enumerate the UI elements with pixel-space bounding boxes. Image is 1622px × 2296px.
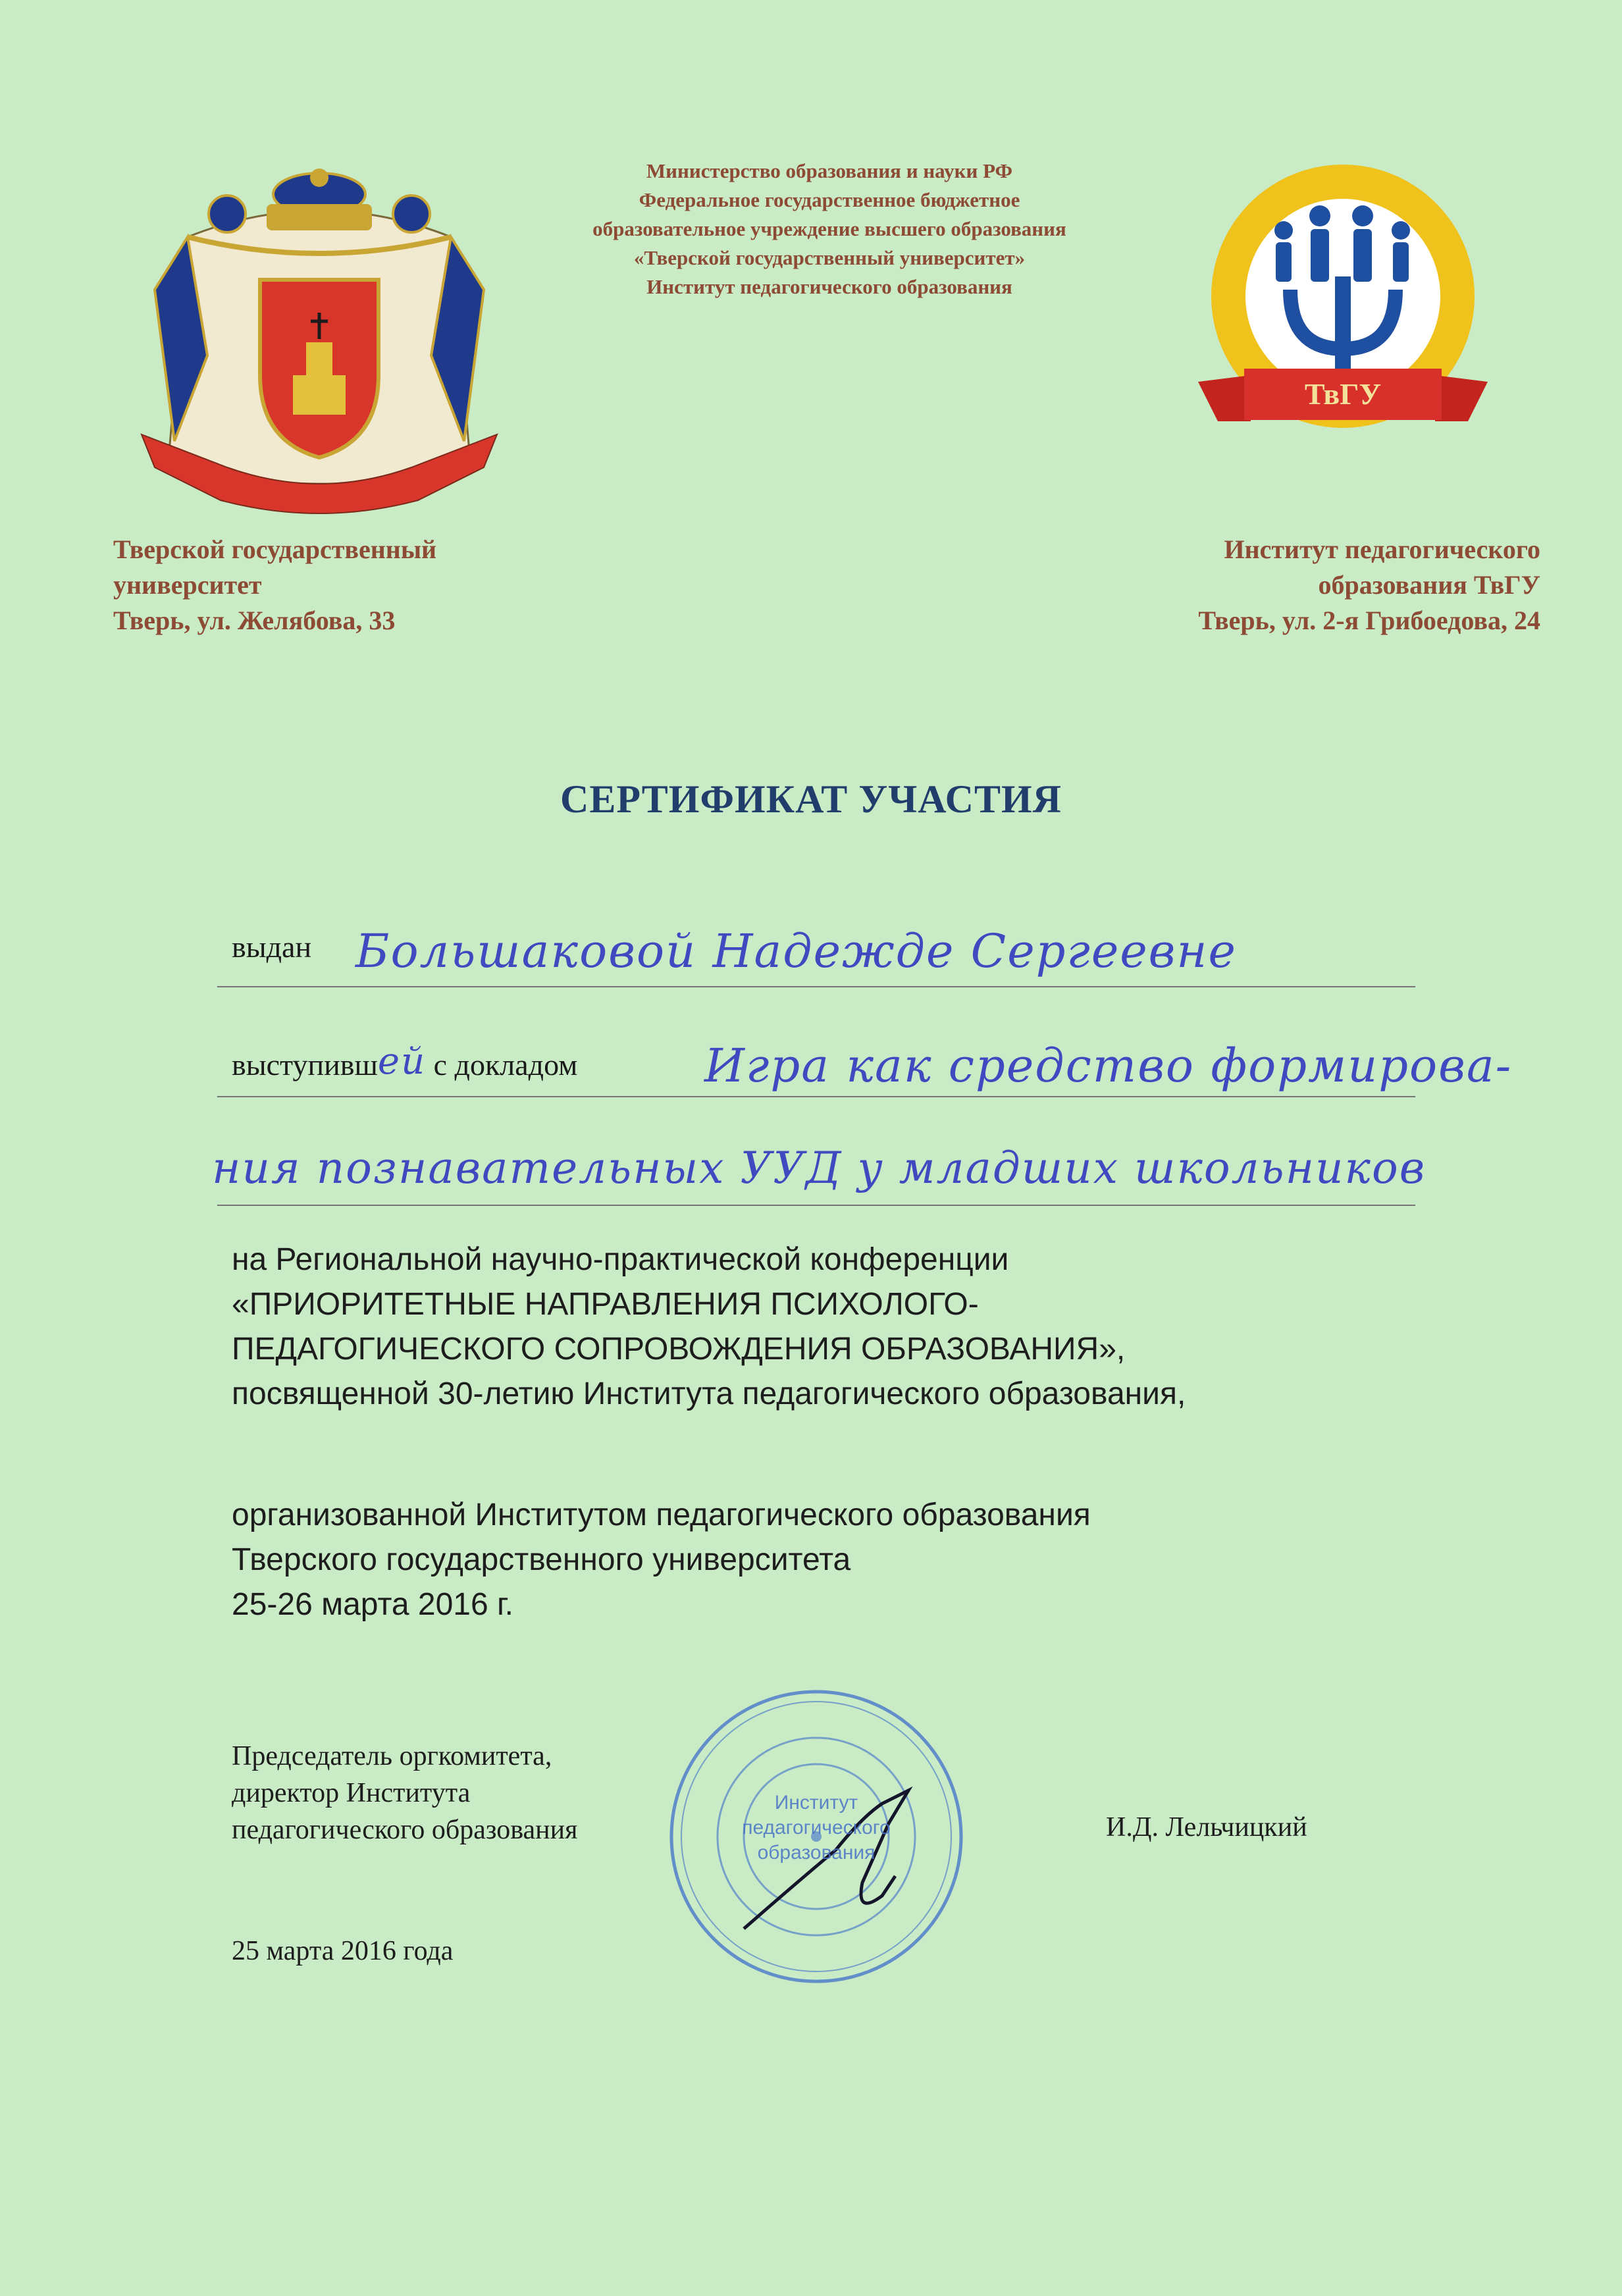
organizer-info — [232, 1493, 1482, 1627]
chair-line: директор Института — [232, 1778, 471, 1808]
conference-line: «ПРИОРИТЕТНЫЕ НАПРАВЛЕНИЯ ПСИХОЛОГО- — [232, 1287, 979, 1322]
conference-line: ПЕДАГОГИЧЕСКОГО СОПРОВОЖДЕНИЯ ОБРАЗОВАНИЯ», — [232, 1332, 1126, 1367]
report-underline-1 — [217, 1096, 1415, 1097]
institution-type-line: Федеральное государственное бюджетное — [639, 188, 1020, 211]
issued-label: выдан — [232, 930, 312, 964]
address-line: университет — [113, 570, 262, 600]
spoke-label-suffix: ей — [377, 1040, 427, 1083]
university-address — [113, 532, 535, 639]
stamp-line: образования — [757, 1842, 876, 1864]
issuer-header — [500, 157, 1159, 301]
certificate-title: СЕРТИФИКАТ УЧАСТИЯ — [560, 777, 1062, 821]
chair-line: Председатель оргкомитета, — [232, 1741, 552, 1771]
institution-type-line-2: образовательное учреждение высшего образования — [592, 217, 1066, 240]
address-line: Институт педагогического — [1224, 535, 1540, 564]
spoke-label-prefix: выступивш — [232, 1048, 378, 1082]
report-underline-2 — [217, 1205, 1415, 1206]
report-label: с докладом — [433, 1048, 578, 1082]
institute-name-line: Институт педагогического образования — [646, 275, 1012, 298]
address-line: Тверской государственный — [113, 535, 437, 564]
conference-info — [232, 1238, 1482, 1417]
university-name-line: «Тверской государственный университет» — [633, 246, 1026, 269]
chair-line: педагогического образования — [232, 1815, 578, 1845]
issue-date: 25 марта 2016 года — [232, 1936, 454, 1966]
conference-line: посвященной 30-летию Института педагогического образования, — [232, 1376, 1186, 1411]
logo-banner-text: ТвГУ — [1304, 377, 1382, 411]
institute-address — [1080, 532, 1540, 639]
address-line: образования ТвГУ — [1318, 570, 1540, 600]
recipient-name: Большаковой Надежде Сергеевне — [355, 924, 1237, 978]
report-title-line-2: ния познавательных УУД у младших школьников — [212, 1143, 1426, 1193]
address-line: Тверь, ул. 2-я Грибоедова, 24 — [1198, 606, 1540, 635]
ministry-line: Министерство образования и науки РФ — [646, 159, 1013, 182]
report-title-line-1: Игра как средство формирова- — [704, 1039, 1513, 1093]
university-coat-of-arms-icon — [128, 158, 510, 527]
address-line: Тверь, ул. Желябова, 33 — [113, 606, 396, 635]
stamp-line: педагогического — [742, 1817, 891, 1839]
stamp-center-text — [731, 1790, 902, 1866]
spoke-label — [232, 1040, 577, 1083]
organizer-line: Тверского государственного университета — [232, 1542, 851, 1577]
stamp-line: Институт — [774, 1792, 858, 1813]
event-dates: 25-26 марта 2016 г. — [232, 1587, 514, 1622]
name-underline — [217, 986, 1415, 987]
conference-line: на Региональной научно-практической конференции — [232, 1242, 1009, 1277]
institute-psi-logo-icon — [1191, 158, 1494, 461]
signer-name: И.Д. Лельчицкий — [1106, 1812, 1307, 1842]
chair-title — [232, 1738, 577, 1848]
organizer-line: организованной Институтом педагогического образования — [232, 1498, 1091, 1532]
